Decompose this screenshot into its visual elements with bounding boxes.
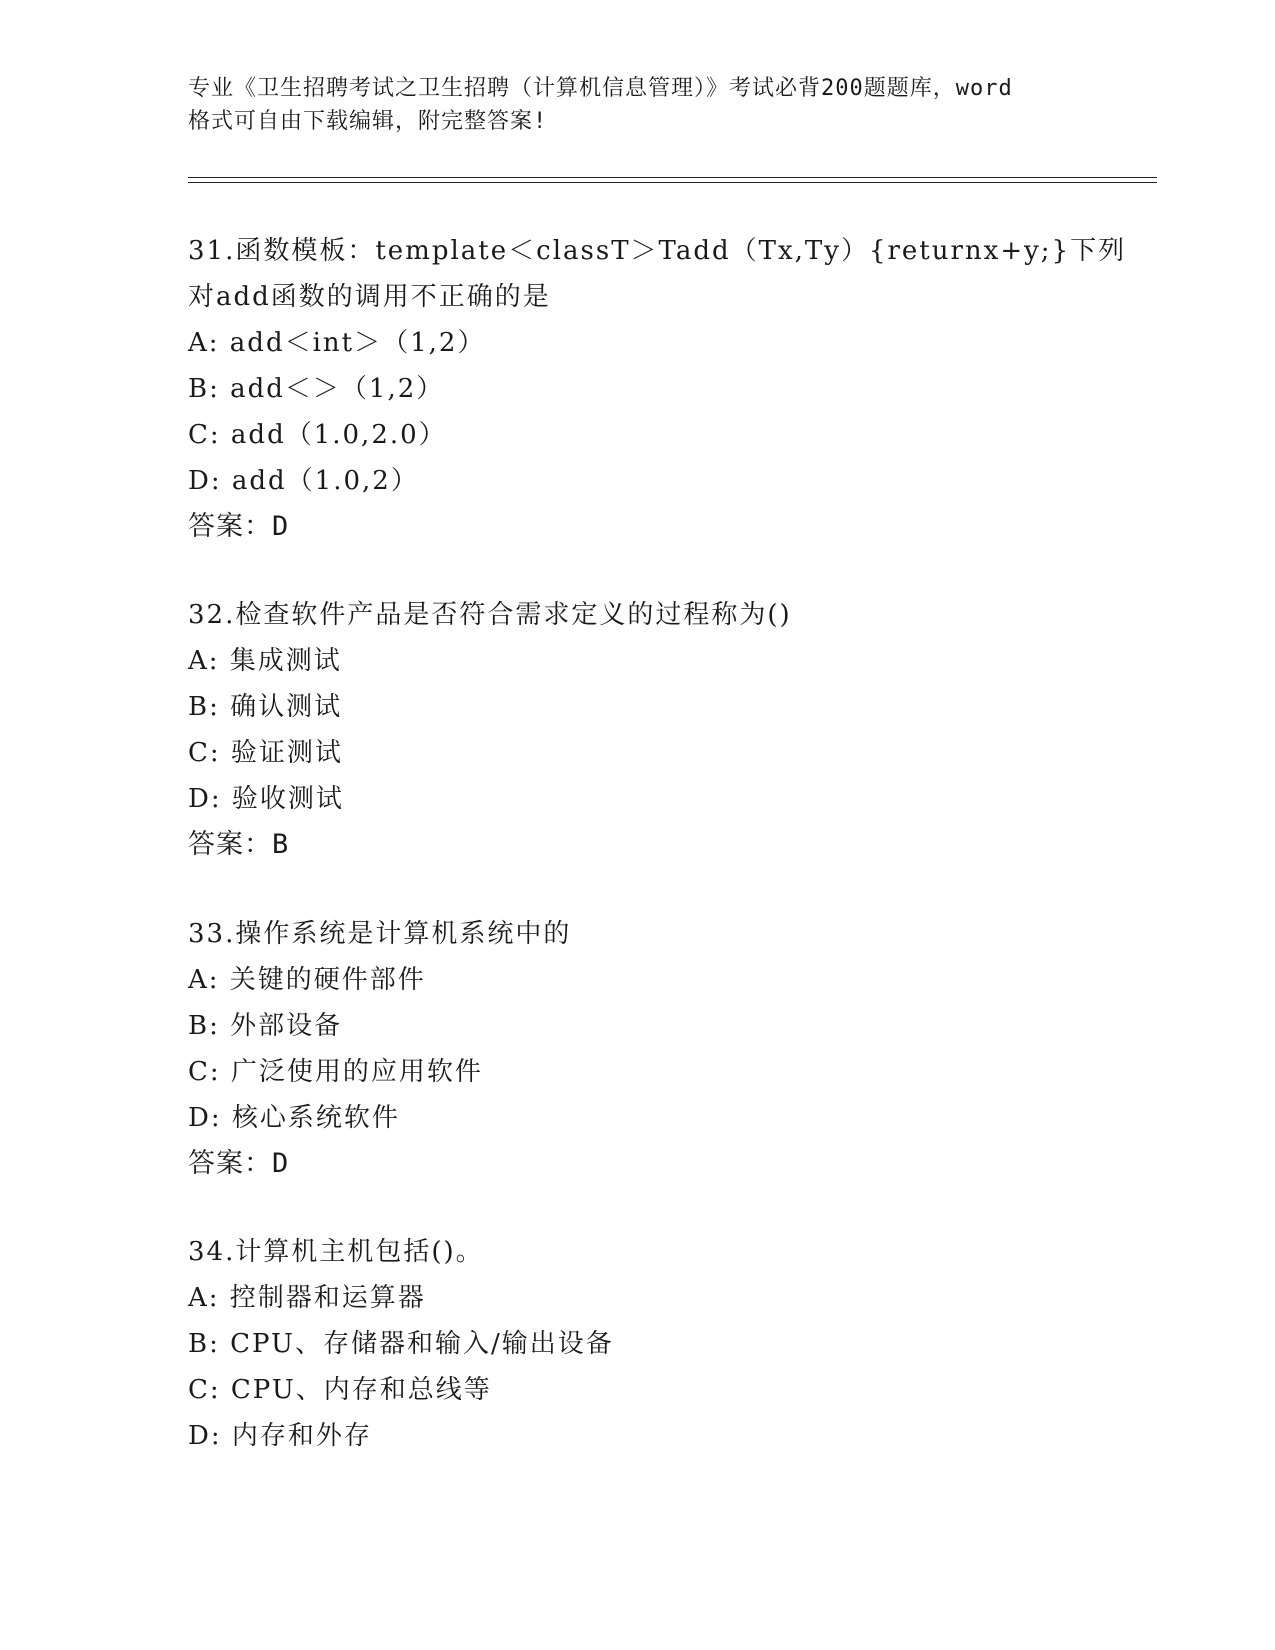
option-d: D: 验收测试 — [188, 784, 344, 814]
answer-label: 答案：B — [188, 829, 290, 860]
header-line-2: 格式可自由下载编辑，附完整答案! — [188, 109, 548, 134]
document-header — [188, 72, 1088, 138]
question-33 — [188, 911, 1088, 1187]
option-b: B: add＜＞（1,2） — [188, 374, 445, 404]
answer-label: 答案：D — [188, 511, 290, 542]
option-c: C: 广泛使用的应用软件 — [188, 1057, 483, 1087]
question-stem-line: 31.函数模板：template＜classT＞Tadd（Tx,Ty）{returnx+y;}下列 — [188, 236, 1127, 266]
header-divider-bottom — [188, 182, 1157, 183]
option-c: C: add（1.0,2.0） — [188, 420, 447, 450]
option-d: D: 核心系统软件 — [188, 1103, 400, 1133]
option-c: C: 验证测试 — [188, 738, 343, 768]
header-divider-top — [188, 177, 1157, 178]
question-stem-line: 33.操作系统是计算机系统中的 — [188, 919, 572, 949]
question-31 — [188, 228, 1127, 550]
option-a: A: 关键的硬件部件 — [188, 965, 426, 995]
question-stem-line: 34.计算机主机包括()。 — [188, 1237, 484, 1267]
question-stem-line: 对add函数的调用不正确的是 — [188, 282, 551, 312]
option-b: B: 外部设备 — [188, 1011, 343, 1041]
option-d: D: add（1.0,2） — [188, 466, 419, 496]
option-c: C: CPU、内存和总线等 — [188, 1375, 492, 1405]
question-32 — [188, 592, 1088, 868]
option-a: A: 集成测试 — [188, 646, 342, 676]
option-a: A: add＜int＞（1,2） — [188, 328, 486, 358]
option-d: D: 内存和外存 — [188, 1421, 372, 1451]
option-b: B: 确认测试 — [188, 692, 343, 722]
header-line-1: 专业《卫生招聘考试之卫生招聘（计算机信息管理）》考试必背200题题库，word — [188, 76, 1013, 101]
question-34 — [188, 1229, 1088, 1459]
option-b: B: CPU、存储器和输入/输出设备 — [188, 1329, 614, 1359]
question-stem-line: 32.检查软件产品是否符合需求定义的过程称为() — [188, 600, 792, 630]
option-a: A: 控制器和运算器 — [188, 1283, 426, 1313]
answer-label: 答案：D — [188, 1148, 290, 1179]
